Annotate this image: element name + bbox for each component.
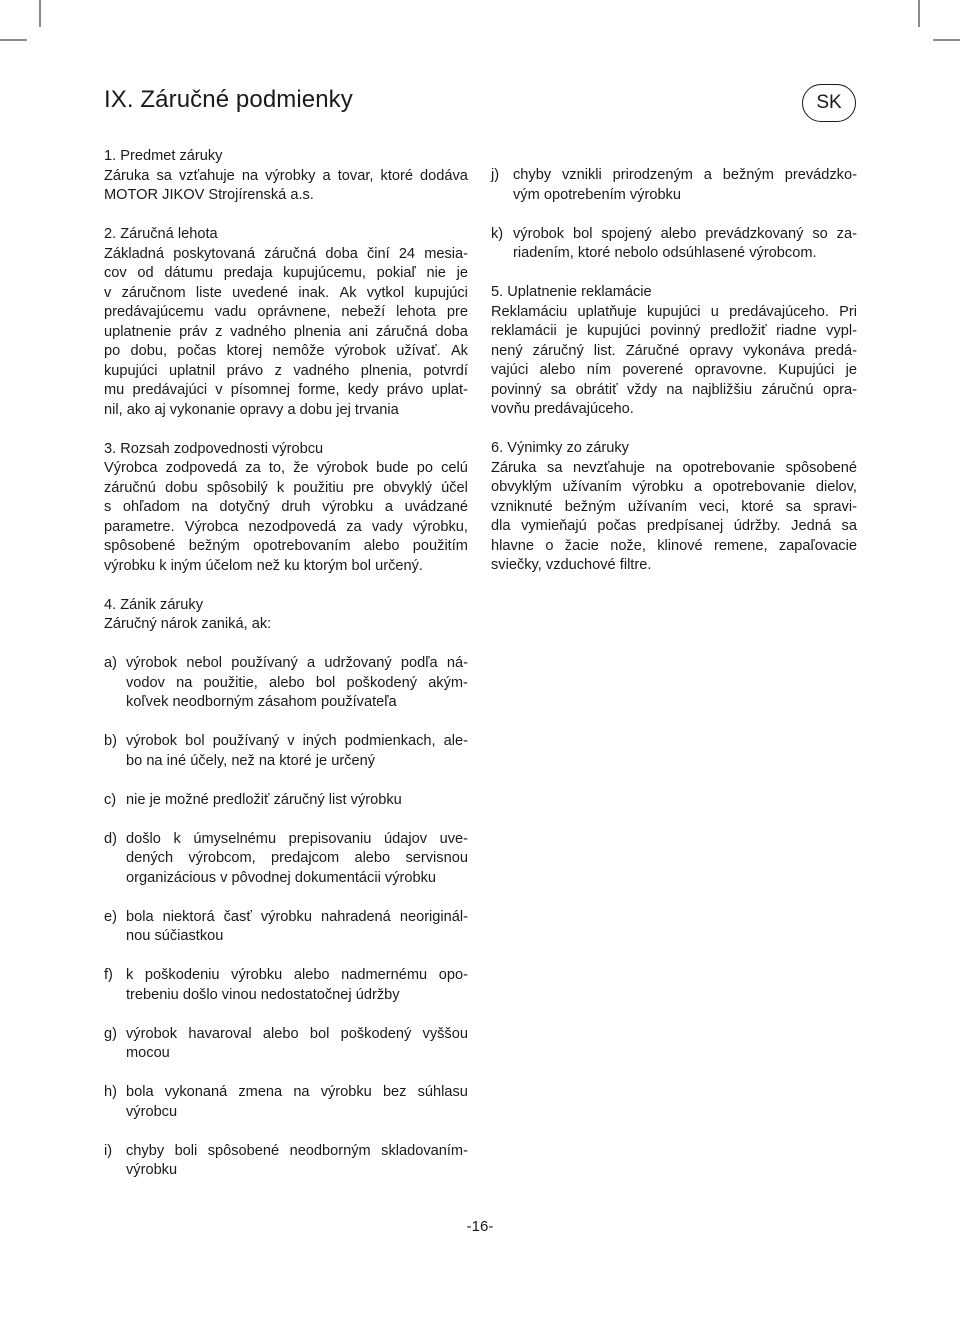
list-item-text: [513, 166, 857, 205]
text-line: MOTOR JIKOV Strojírenská a.s.: [104, 187, 314, 203]
text-line: Záruka sa nevzťahuje na opotrebovanie spôsobené: [491, 459, 857, 476]
text-line: cov od dátumu predaja kupujúcemu, pokiaľ nie je: [104, 265, 468, 281]
section-3: [104, 440, 468, 577]
list-item-text: [126, 654, 468, 713]
text-line: nil, ako aj vykonanie opravy a dobu jej trvania: [104, 401, 399, 418]
list-item-marker: f): [104, 967, 113, 983]
text-line: nou súčiastkou: [126, 928, 224, 944]
text-line: povinný sa obrátiť vždy na najbližšiu záručnú opra-: [491, 381, 857, 398]
list-item: [104, 654, 468, 713]
list-item-marker: c): [104, 791, 117, 808]
list-item: [104, 791, 468, 811]
list-item-text: [126, 732, 468, 771]
text-line: výrobok bol spojený alebo prevádzkovaný so za-: [513, 225, 857, 242]
text-line: vým opotrebením výrobku: [513, 186, 681, 203]
list-item: [104, 1083, 468, 1122]
list-item: [104, 966, 468, 1005]
text-line: výrobok nebol používaný a udržovaný podľa ná-: [126, 655, 468, 671]
text-line: bola vykonaná zmena na výrobku bez súhlasu: [126, 1084, 468, 1100]
text-line: Výrobca zodpovedá za to, že výrobok bude po celú: [104, 460, 468, 476]
right-column: [491, 166, 857, 595]
text-line: kupujúci uplatnil právo z vadného plnenia, potvrdí: [104, 362, 468, 379]
text-line: chyby vznikli prirodzeným a bežným prevádzko-: [513, 167, 857, 183]
text-line: parametre. Výrobca nezodpovedá za vady výrobku,: [104, 518, 468, 535]
text-line: organizácious v pôvodnej dokumentácii výrobku: [126, 869, 437, 886]
list-item-text: [126, 1142, 468, 1181]
list-item-text: [126, 791, 468, 811]
text-line: Záručný nárok zaniká, ak:: [104, 616, 272, 632]
text-line: koľvek neodborným zásahom používateľa: [126, 694, 397, 710]
text-line: nie je možné predložiť záručný list výrobku: [126, 791, 402, 808]
text-line: hlavne o žacie nože, klinové remene, zapaľovacie: [491, 537, 857, 554]
list-item: [104, 732, 468, 771]
list-item: [104, 1025, 468, 1064]
text-line: k poškodeniu výrobku alebo nadmernému opo-: [126, 967, 468, 983]
section-1: [104, 147, 468, 206]
list-item-marker: j): [491, 167, 500, 183]
crop-mark-top-left-v: [39, 0, 41, 27]
list-item-text: [126, 1025, 468, 1064]
text-line: v záručnom liste uvedené inak. Ak vytkol kupujúci: [104, 284, 468, 301]
list-item-marker: h): [104, 1084, 117, 1100]
section-5: [491, 283, 857, 420]
list-item: [491, 166, 857, 205]
text-line: Základná poskytovaná záručná doba činí 24 mesia-: [104, 245, 468, 262]
list-item: [104, 908, 468, 947]
section-6: [491, 439, 857, 576]
text-line: výrobku: [126, 1162, 178, 1178]
text-line: spôsobené bežným opotrebovaním alebo použitím: [104, 538, 468, 554]
list-item-marker: g): [104, 1025, 117, 1042]
section-2: [104, 225, 468, 420]
language-badge: SK: [802, 84, 856, 122]
text-line: bo na iné účely, než na ktoré je určený: [126, 752, 376, 769]
text-line: riadením, ktoré nebolo odsúhlasené výrobcom.: [513, 245, 817, 261]
list-item-text: [126, 908, 468, 947]
text-line: výrobku k iným účelom než ku ktorým bol určený.: [104, 557, 423, 574]
text-line: záručnú dobu spôsobilý k použitiu pre obvyklý účel: [104, 479, 468, 496]
text-line: dla vymieňajú počas predpísanej údržby. Jedná sa: [491, 518, 857, 534]
text-line: 1. Predmet záruky: [104, 148, 223, 164]
list-item: [491, 225, 857, 264]
text-line: s ohľadom na dotyčný druh výrobku a uvádzané: [104, 499, 468, 515]
list-item-marker: k): [491, 225, 504, 242]
text-line: predávajúcemu vadu oprávnene, nebeží lehota pre: [104, 304, 468, 320]
section-4: [104, 596, 468, 635]
list-item-text: [126, 966, 468, 1005]
text-line: uplatnenie práv z vadného plnenia ani záručná doba: [104, 323, 468, 340]
page-number: -16-: [466, 1218, 494, 1235]
page-title: IX. Záručné podmienky: [104, 86, 353, 113]
text-line: bola niektorá časť výrobku nahradená neoriginál-: [126, 908, 468, 925]
list-item-marker: e): [104, 908, 117, 925]
text-line: mocou: [126, 1045, 170, 1061]
crop-mark-top-right-v: [918, 0, 920, 27]
text-line: Reklamáciu uplatňuje kupujúci u predávajúceho. Pri: [491, 303, 857, 320]
text-line: 5. Uplatnenie reklamácie: [491, 284, 652, 300]
text-line: vovňu predávajúceho.: [491, 401, 634, 417]
list-item-marker: i): [104, 1142, 113, 1159]
text-line: 4. Zánik záruky: [104, 596, 203, 613]
text-line: po dobu, počas ktorej nemôže výrobok užívať. Ak: [104, 343, 468, 359]
text-line: trebeniu došlo vinou nedostatočnej údržby: [126, 986, 400, 1003]
text-line: 3. Rozsah zodpovednosti výrobcu: [104, 440, 324, 457]
text-line: vajúci alebo ním poverené opravovne. Kupujúci je: [491, 362, 857, 378]
text-line: vodov na použitie, alebo bol poškodený akým-: [126, 674, 468, 691]
text-line: sviečky, vzduchové filtre.: [491, 557, 652, 573]
list-item-marker: a): [104, 655, 117, 671]
text-line: 6. Výnimky zo záruky: [491, 440, 629, 456]
text-line: mu predávajúci v písomnej forme, kedy právo uplat-: [104, 382, 468, 398]
list-item: [104, 1142, 468, 1181]
text-line: výrobcu: [126, 1103, 178, 1120]
list-item: [104, 830, 468, 889]
text-line: 2. Záručná lehota: [104, 226, 218, 242]
text-line: výrobok havaroval alebo bol poškodený vyššou: [126, 1025, 468, 1042]
text-line: Záruka sa vzťahuje na výrobky a tovar, ktoré dodáva: [104, 167, 468, 184]
list-item-text: [126, 1083, 468, 1122]
list-item-marker: b): [104, 733, 117, 749]
left-column: [104, 147, 468, 1200]
text-line: dených výrobcom, predajcom alebo servisnou: [126, 850, 468, 866]
text-line: obvyklým užívaním výrobku a opotrebovanie dielov,: [491, 479, 857, 495]
list-item-text: [126, 830, 468, 889]
text-line: vzniknuté bežným užívaním veci, ktoré sa spravi-: [491, 498, 857, 515]
text-line: došlo k úmyselnému prepisovaniu údajov uve-: [126, 830, 468, 847]
crop-mark-top-left-h: [0, 39, 27, 41]
text-line: chyby boli spôsobené neodborným skladovaním-: [126, 1142, 468, 1159]
text-line: reklamácii je kupujúci povinný predložiť riadne vypl-: [491, 323, 857, 339]
text-line: výrobok bol používaný v iných podmienkach, ale-: [126, 733, 468, 749]
crop-mark-top-right-h: [933, 39, 960, 41]
list-item-marker: d): [104, 830, 117, 847]
list-item-text: [513, 225, 857, 264]
text-line: nený záručný list. Záručné opravy vykonáva predá-: [491, 342, 857, 359]
